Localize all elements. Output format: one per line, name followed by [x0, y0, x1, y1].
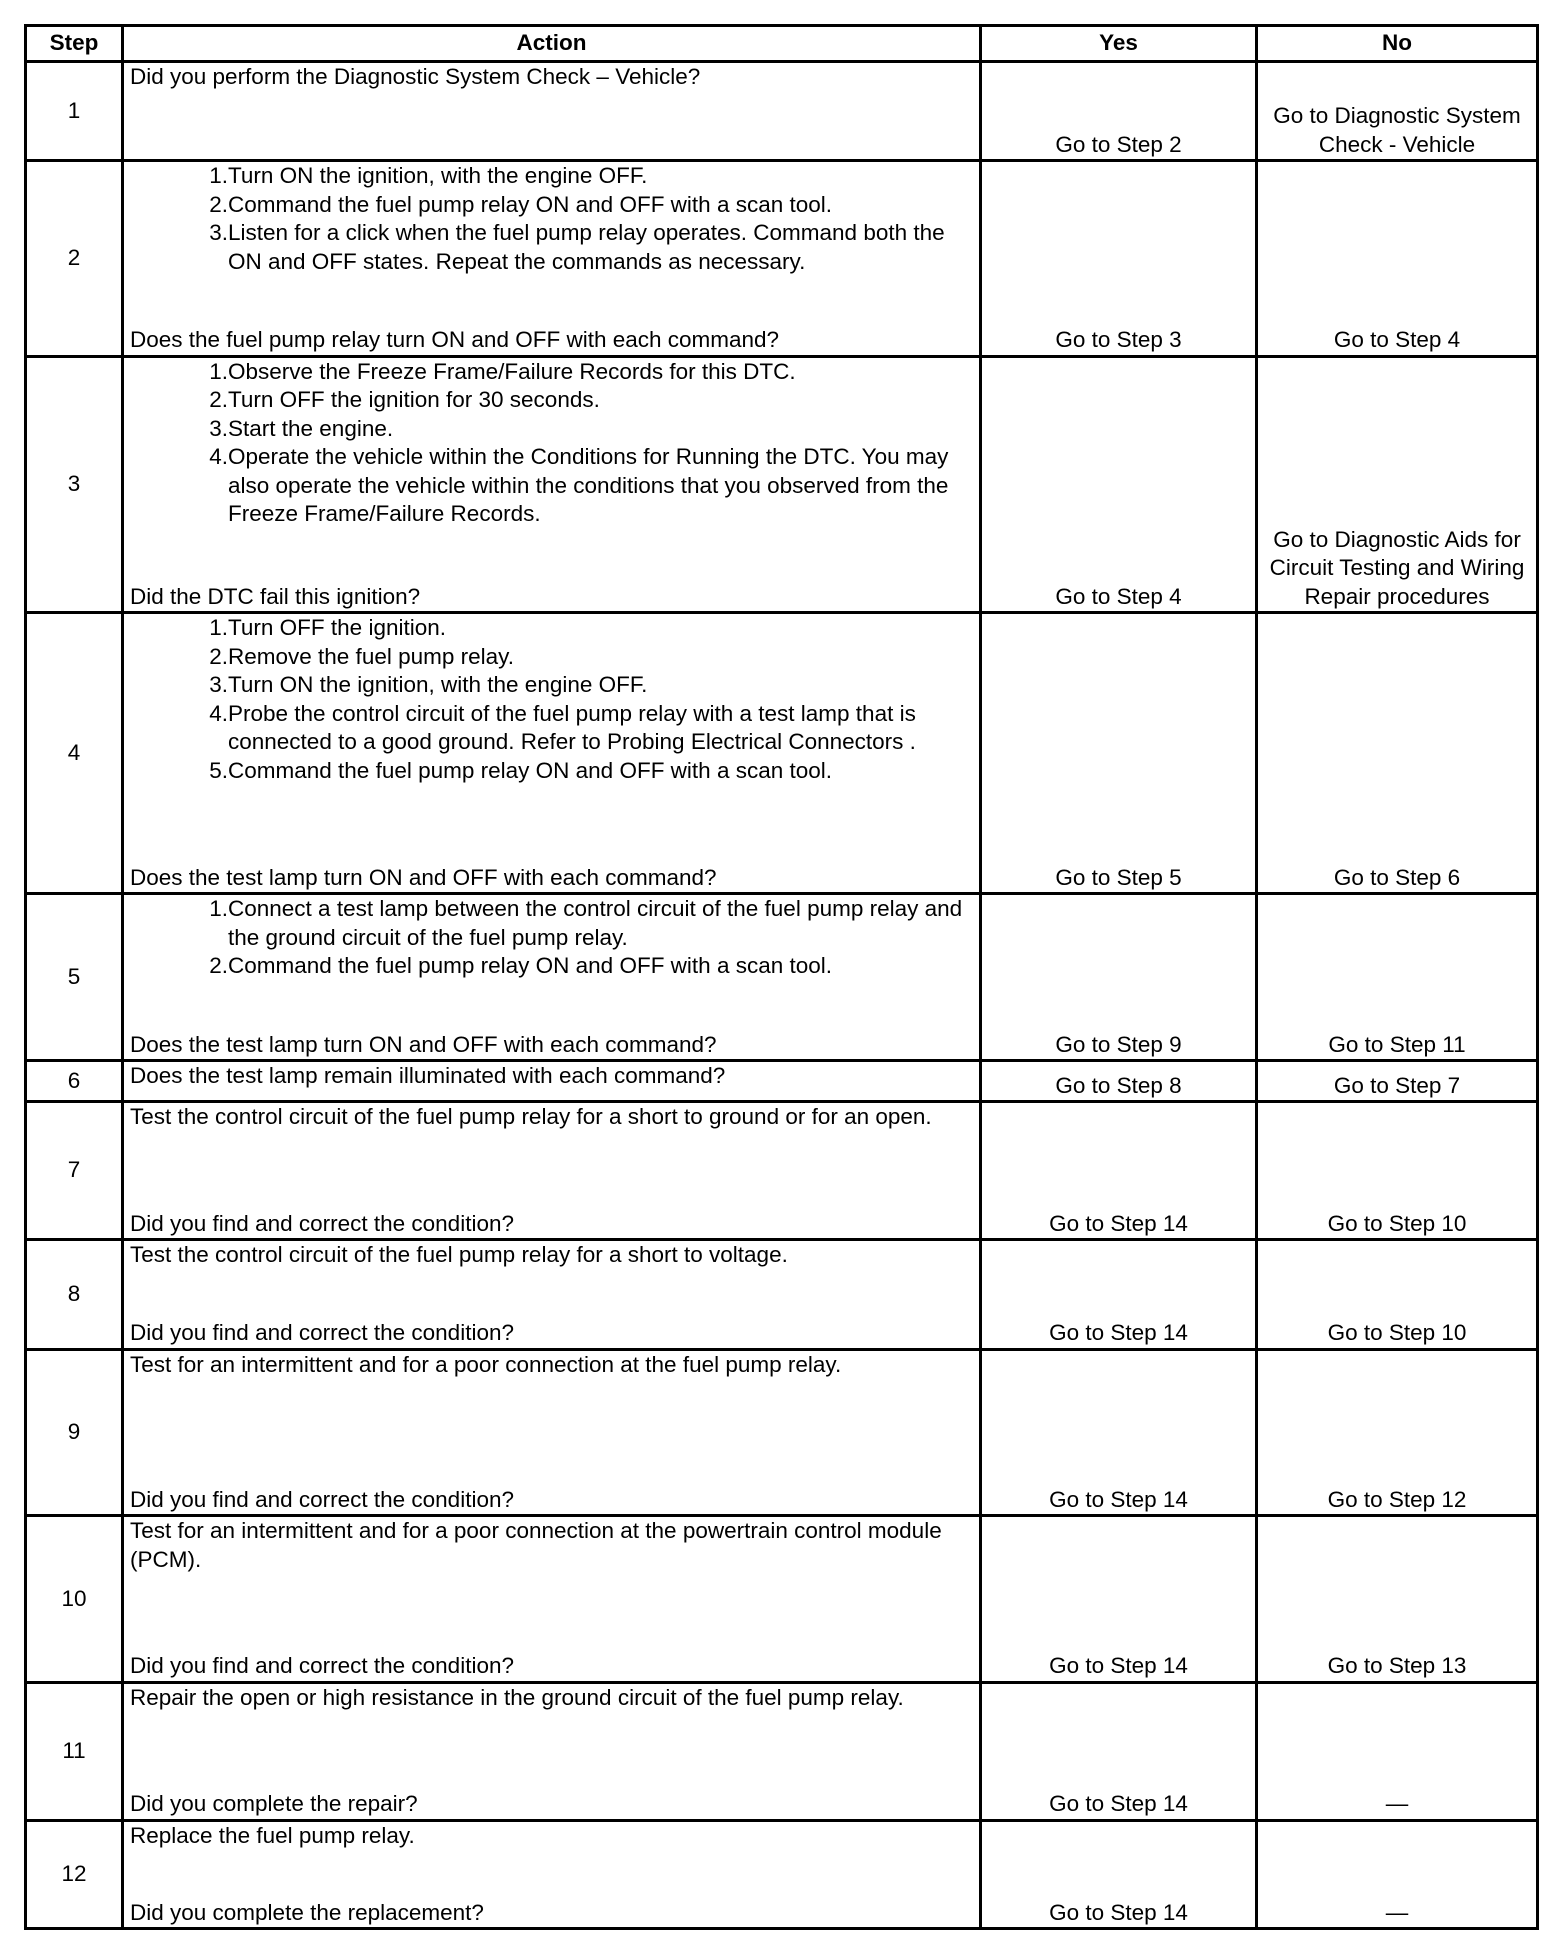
yes-result: Go to Step 3 — [981, 161, 1257, 356]
yes-result: Go to Step 9 — [981, 894, 1257, 1061]
action-step-number-wrap — [130, 386, 228, 415]
action-step-item — [130, 191, 973, 220]
header-no: No — [1257, 26, 1538, 62]
action-cell — [123, 1061, 981, 1102]
action-content — [130, 1822, 973, 1927]
action-cell — [123, 161, 981, 356]
action-step-text: Turn OFF the ignition for 30 seconds. — [228, 387, 600, 413]
action-step-item — [130, 643, 973, 672]
table-row — [26, 1102, 1538, 1240]
no-result: Go to Step 6 — [1257, 613, 1538, 894]
action-steps-list — [130, 614, 973, 785]
no-result: Go to Step 7 — [1257, 1061, 1538, 1102]
action-step-number-wrap — [130, 952, 228, 981]
action-cell — [123, 1240, 981, 1349]
action-question: Does the test lamp turn ON and OFF with each command? — [130, 864, 717, 890]
action-question: Did you find and correct the condition? — [130, 1486, 514, 1512]
action-cell — [123, 1516, 981, 1683]
header-yes: Yes — [981, 26, 1257, 62]
action-step-text: Listen for a click when the fuel pump relay operates. Command both the ON and OFF states. Repeat the commands as necessary. — [228, 220, 945, 274]
yes-result: Go to Step 14 — [981, 1102, 1257, 1240]
action-text: Repair the open or high resistance in the ground circuit of the fuel pump relay. — [130, 1684, 904, 1710]
action-step-item — [130, 415, 973, 444]
action-text: Test for an intermittent and for a poor connection at the powertrain control module (PCM). — [130, 1518, 942, 1572]
action-cell — [123, 1682, 981, 1820]
action-step-number: 2. — [209, 387, 228, 413]
action-step-item — [130, 614, 973, 643]
action-content — [130, 895, 973, 1059]
action-step-text: Turn ON the ignition, with the engine OFF. — [228, 163, 648, 189]
action-step-number: 5. — [209, 757, 228, 783]
action-step-text: Turn OFF the ignition. — [228, 615, 447, 641]
table-row — [26, 1516, 1538, 1683]
header-action: Action — [123, 26, 981, 62]
action-step-text: Probe the control circuit of the fuel pump relay with a test lamp that is connected to a good ground. Refer to Probing Electrical Connectors . — [228, 700, 916, 755]
action-content — [130, 162, 973, 354]
yes-result: Go to Step 4 — [981, 356, 1257, 613]
table-row — [26, 356, 1538, 613]
action-step-number: 3. — [209, 220, 228, 246]
action-question: Did you find and correct the condition? — [130, 1320, 514, 1345]
action-steps-list — [130, 895, 973, 981]
action-step-text: Command the fuel pump relay ON and OFF with a scan tool. — [228, 953, 833, 979]
no-result: Go to Diagnostic Aids for Circuit Testing and Wiring Repair procedures — [1257, 356, 1538, 613]
action-step-item — [130, 443, 973, 529]
table-row — [26, 1820, 1538, 1928]
action-step-text: Operate the vehicle within the Conditions for Running the DTC. You may also operate the vehicle within the conditions that you observed from the Freeze Frame/Failure Records. — [228, 444, 949, 527]
action-step-number-wrap — [130, 757, 228, 786]
no-result: Go to Step 10 — [1257, 1240, 1538, 1349]
action-step-number: 1. — [209, 358, 228, 384]
action-step-number-wrap — [130, 191, 228, 220]
step-number: 6 — [26, 1061, 123, 1102]
table-row — [26, 1682, 1538, 1820]
action-question: Did you complete the repair? — [130, 1791, 418, 1817]
step-number: 4 — [26, 613, 123, 894]
yes-result: Go to Step 14 — [981, 1516, 1257, 1683]
action-text: Did you perform the Diagnostic System Check – Vehicle? — [130, 64, 701, 89]
step-number: 10 — [26, 1516, 123, 1683]
yes-result: Go to Step 14 — [981, 1349, 1257, 1516]
action-cell — [123, 1349, 981, 1516]
action-step-number: 2. — [209, 191, 228, 217]
action-step-text: Command the fuel pump relay ON and OFF with a scan tool. — [228, 757, 833, 783]
action-step-item — [130, 700, 973, 757]
step-number: 8 — [26, 1240, 123, 1349]
action-step-number-wrap — [130, 643, 228, 672]
action-step-item — [130, 952, 973, 981]
action-step-number-wrap — [130, 219, 228, 276]
action-step-number: 3. — [209, 415, 228, 441]
action-steps-list — [130, 162, 973, 276]
action-question: Did you find and correct the condition? — [130, 1210, 514, 1236]
no-result: — — [1257, 1820, 1538, 1928]
table-row — [26, 1349, 1538, 1516]
action-question: Did you complete the replacement? — [130, 1899, 484, 1925]
action-step-item — [130, 757, 973, 786]
yes-result: Go to Step 14 — [981, 1820, 1257, 1928]
action-step-number-wrap — [130, 415, 228, 444]
step-number: 2 — [26, 161, 123, 356]
action-step-number-wrap — [130, 614, 228, 643]
action-step-number: 4. — [209, 700, 228, 726]
action-step-number-wrap — [130, 700, 228, 757]
table-row — [26, 161, 1538, 356]
step-number: 7 — [26, 1102, 123, 1240]
action-cell — [123, 356, 981, 613]
action-step-number: 2. — [209, 643, 228, 669]
step-number: 12 — [26, 1820, 123, 1928]
no-result: Go to Step 13 — [1257, 1516, 1538, 1683]
action-step-number-wrap — [130, 162, 228, 191]
action-content — [130, 1684, 973, 1819]
action-step-number-wrap — [130, 358, 228, 387]
yes-result: Go to Step 8 — [981, 1061, 1257, 1102]
action-cell — [123, 62, 981, 161]
action-cell — [123, 1102, 981, 1240]
header-step: Step — [26, 26, 123, 62]
action-steps-list — [130, 358, 973, 529]
action-step-text: Connect a test lamp between the control circuit of the fuel pump relay and the ground circuit of the fuel pump relay. — [228, 896, 963, 950]
action-text: Test the control circuit of the fuel pump relay for a short to voltage. — [130, 1242, 788, 1268]
action-cell — [123, 894, 981, 1061]
action-cell — [123, 1820, 981, 1928]
table-row — [26, 1240, 1538, 1349]
action-step-item — [130, 895, 973, 952]
table-row — [26, 894, 1538, 1061]
yes-result: Go to Step 2 — [981, 62, 1257, 161]
action-step-number: 3. — [209, 672, 228, 698]
no-result: Go to Step 11 — [1257, 894, 1538, 1061]
action-content — [130, 1351, 973, 1515]
action-step-number-wrap — [130, 895, 228, 952]
action-step-number: 1. — [209, 615, 228, 641]
action-content — [130, 614, 973, 892]
action-step-text: Remove the fuel pump relay. — [228, 643, 514, 669]
action-question: Does the fuel pump relay turn ON and OFF with each command? — [130, 327, 780, 353]
action-step-number: 2. — [209, 953, 228, 979]
step-number: 9 — [26, 1349, 123, 1516]
table-row — [26, 613, 1538, 894]
yes-result: Go to Step 14 — [981, 1682, 1257, 1820]
action-step-number: 1. — [209, 896, 228, 922]
action-step-text: Turn ON the ignition, with the engine OFF. — [228, 672, 648, 698]
action-step-text: Command the fuel pump relay ON and OFF with a scan tool. — [228, 191, 833, 217]
yes-result: Go to Step 14 — [981, 1240, 1257, 1349]
diagnostic-table — [24, 24, 1539, 1930]
action-step-item — [130, 386, 973, 415]
action-step-item — [130, 219, 973, 276]
action-step-item — [130, 358, 973, 387]
no-result: Go to Step 10 — [1257, 1102, 1538, 1240]
action-question: Did the DTC fail this ignition? — [130, 583, 421, 609]
action-content — [130, 358, 973, 612]
action-step-item — [130, 671, 973, 700]
table-row — [26, 62, 1538, 161]
action-content — [130, 1241, 973, 1347]
action-step-text: Observe the Freeze Frame/Failure Records for this DTC. — [228, 358, 796, 384]
step-number: 3 — [26, 356, 123, 613]
no-result: — — [1257, 1682, 1538, 1820]
action-question: Did you find and correct the condition? — [130, 1653, 514, 1679]
table-row — [26, 1061, 1538, 1102]
no-result: Go to Step 4 — [1257, 161, 1538, 356]
action-content — [130, 1517, 973, 1681]
action-step-number: 1. — [209, 163, 228, 189]
action-text: Replace the fuel pump relay. — [130, 1822, 415, 1848]
no-result: Go to Step 12 — [1257, 1349, 1538, 1516]
action-text: Does the test lamp remain illuminated with each command? — [130, 1063, 726, 1089]
action-text: Test for an intermittent and for a poor connection at the fuel pump relay. — [130, 1351, 842, 1377]
action-step-number: 4. — [209, 444, 228, 470]
no-result: Go to Diagnostic System Check - Vehicle — [1257, 62, 1538, 161]
step-number: 1 — [26, 62, 123, 161]
action-content — [130, 63, 973, 159]
action-content — [130, 1103, 973, 1238]
action-step-item — [130, 162, 973, 191]
action-cell — [123, 613, 981, 894]
action-content — [130, 1062, 973, 1100]
header-row — [26, 26, 1538, 62]
action-step-number-wrap — [130, 671, 228, 700]
step-number: 11 — [26, 1682, 123, 1820]
action-question: Does the test lamp turn ON and OFF with each command? — [130, 1031, 717, 1057]
action-step-text: Start the engine. — [228, 415, 394, 441]
action-step-number-wrap — [130, 443, 228, 529]
step-number: 5 — [26, 894, 123, 1061]
action-text: Test the control circuit of the fuel pump relay for a short to ground or for an open. — [130, 1104, 932, 1130]
yes-result: Go to Step 5 — [981, 613, 1257, 894]
